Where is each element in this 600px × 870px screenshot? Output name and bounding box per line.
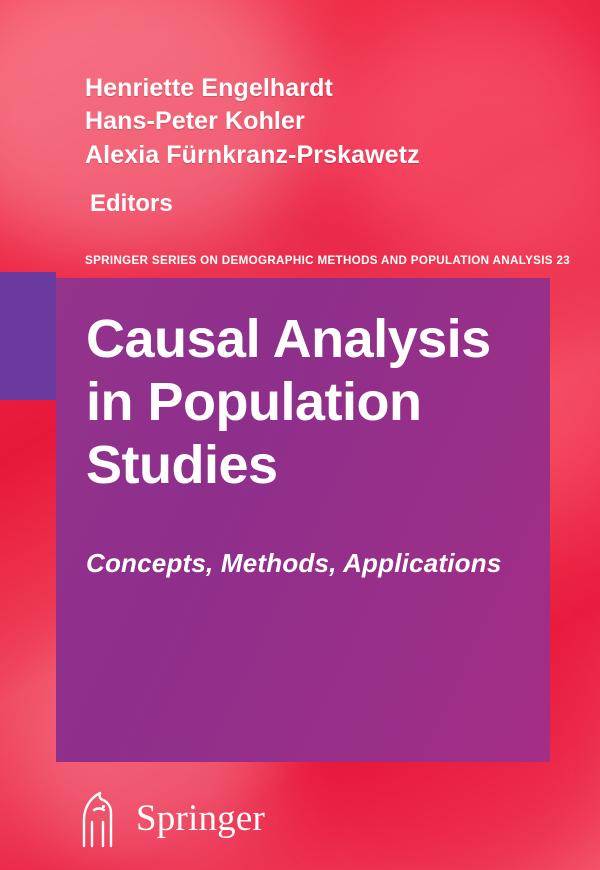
publisher-logo-row: [70, 786, 265, 850]
title-line: Studies: [86, 435, 278, 496]
series-line: SPRINGER SERIES ON DEMOGRAPHIC METHODS AND POPULATION ANALYSIS 23: [85, 254, 571, 267]
title-line: Causal Analysis: [86, 309, 491, 369]
author-list: [85, 72, 555, 218]
title-line: in Population: [86, 372, 422, 433]
publisher-name: Springer: [136, 797, 266, 839]
springer-knight-icon: [70, 786, 124, 850]
author-name: Henriette Engelhardt: [85, 74, 333, 102]
editors-label: Editors: [90, 189, 173, 217]
series-side-tab: [0, 272, 56, 400]
title-panel: [56, 278, 550, 762]
book-title: [86, 308, 524, 498]
author-name: Hans-Peter Kohler: [85, 107, 305, 136]
book-subtitle: Concepts, Methods, Applications: [86, 547, 502, 578]
author-name: Alexia Fürnkranz-Prskawetz: [85, 140, 420, 169]
